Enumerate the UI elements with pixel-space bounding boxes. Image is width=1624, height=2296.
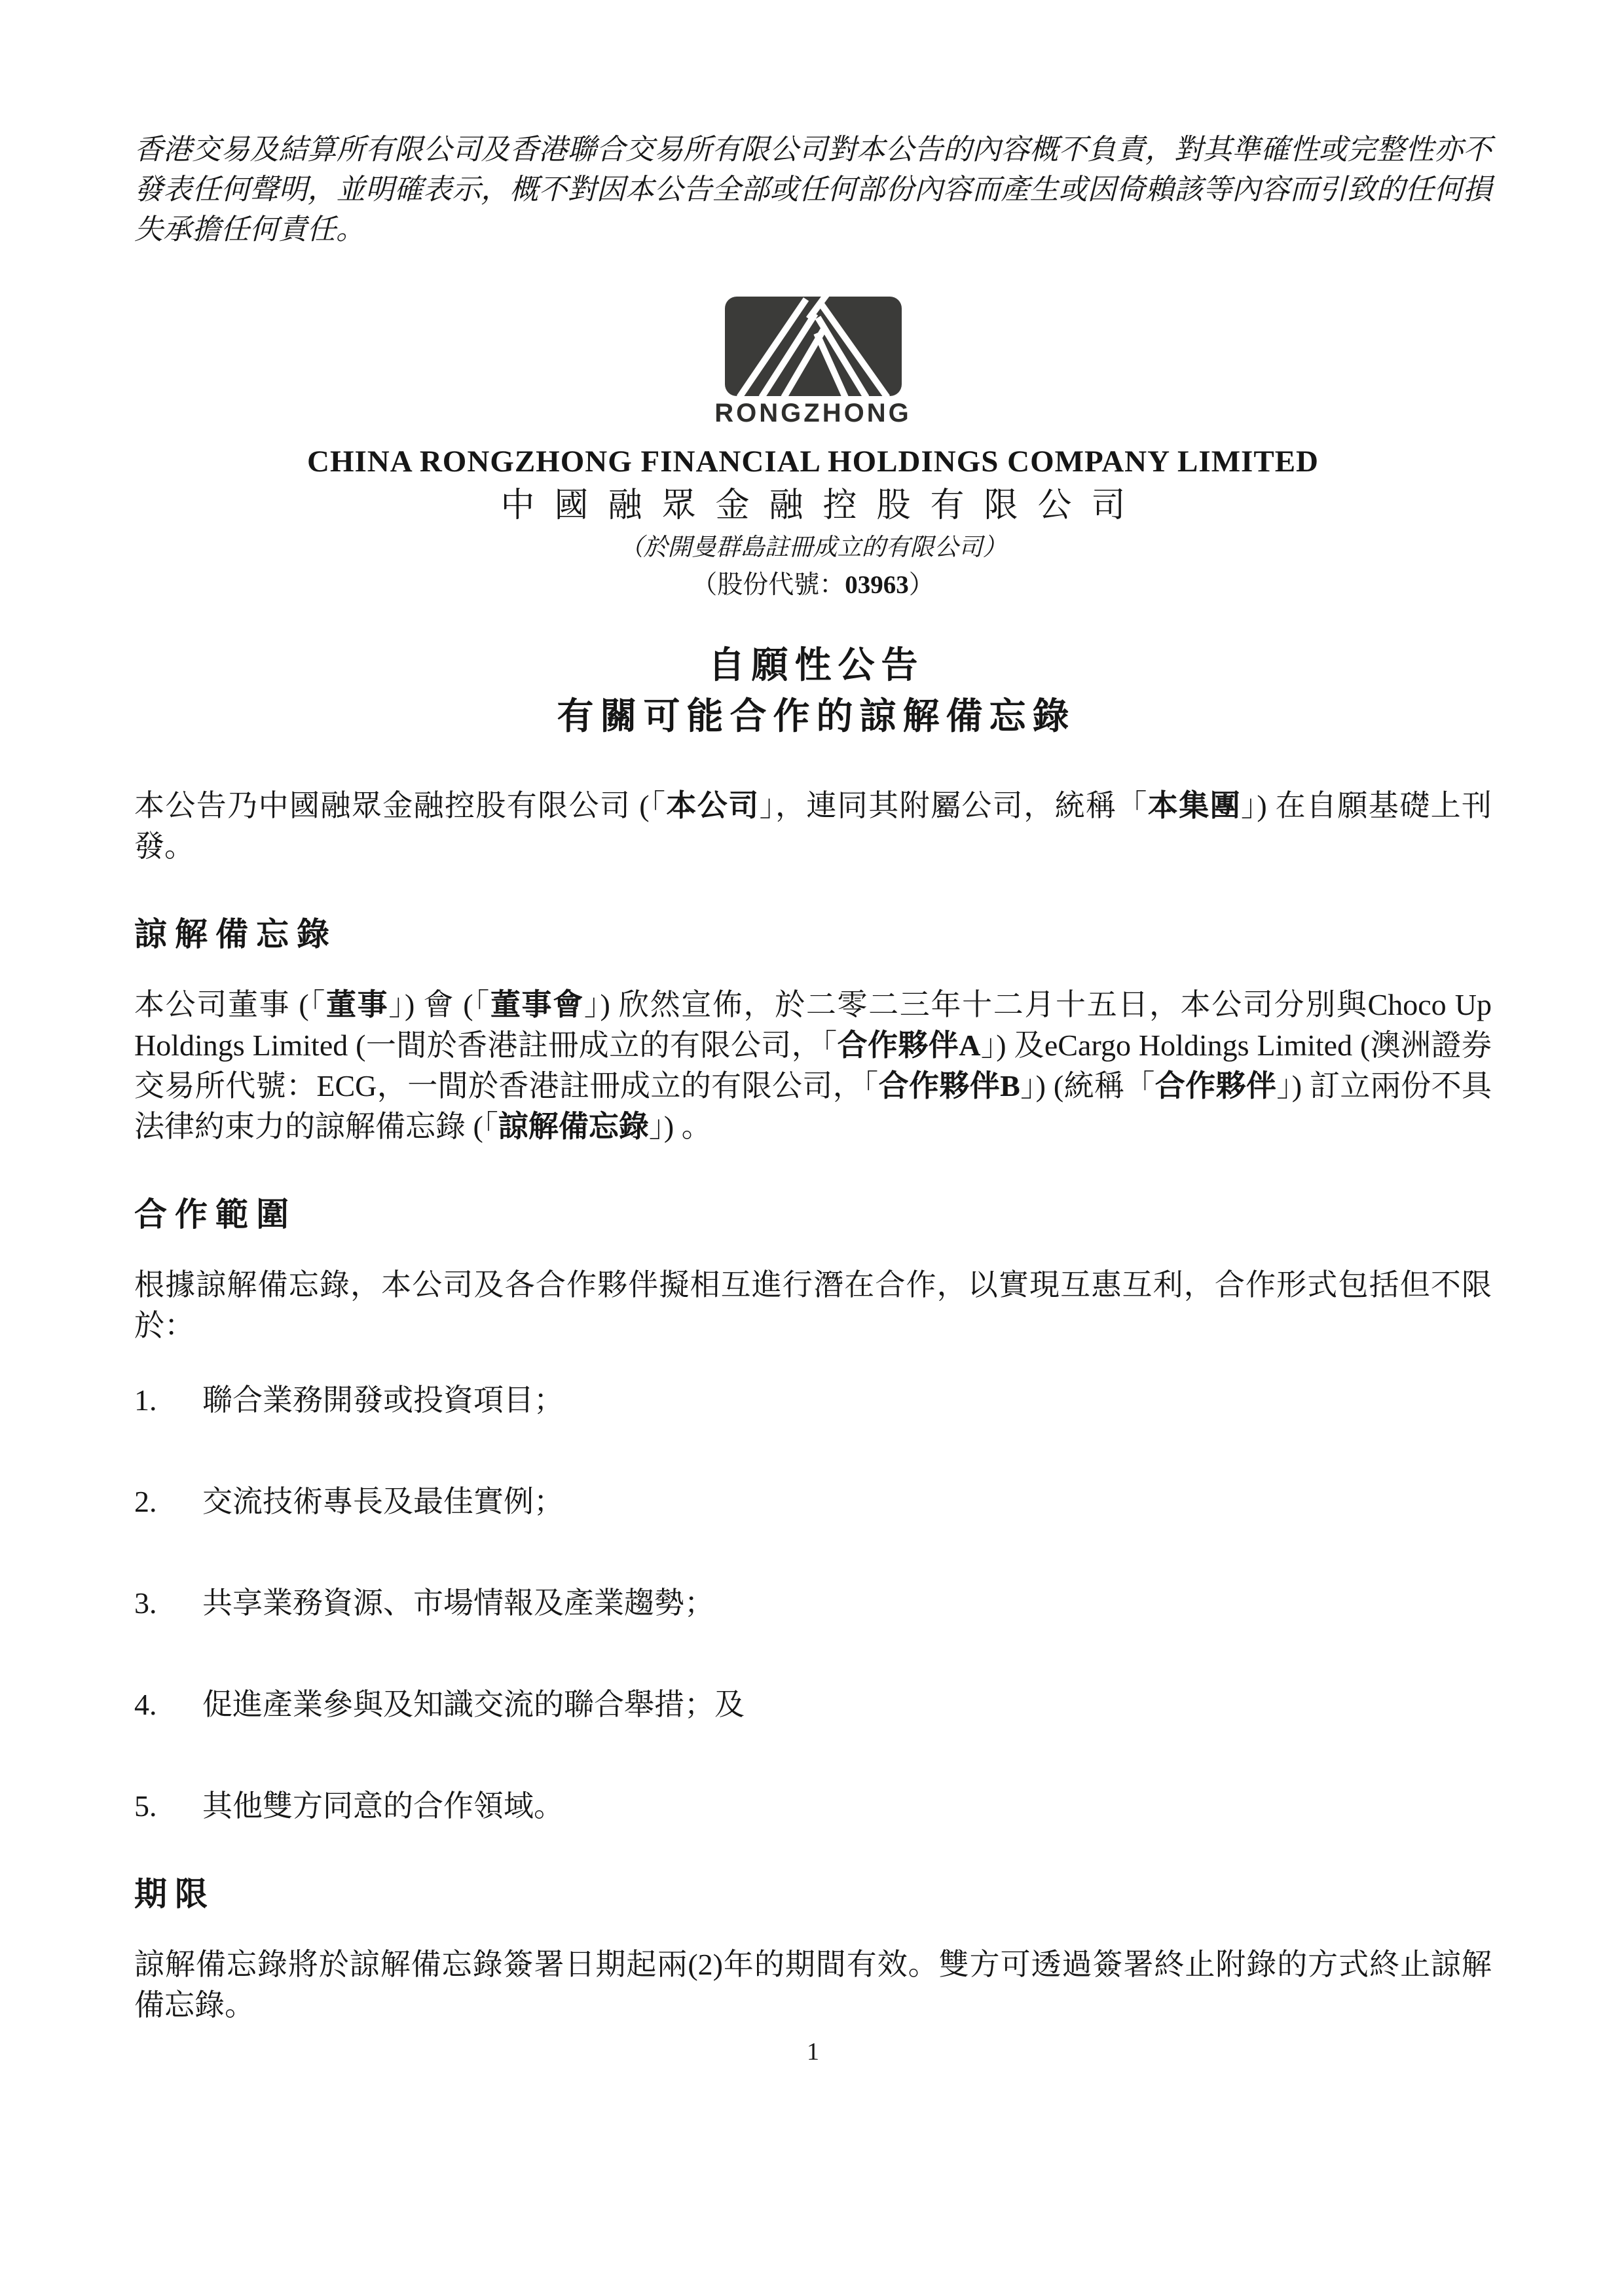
mou-paragraph: 本公司董事 (「董事」) 會 (「董事會」) 欣然宣佈，於二零二三年十二月十五日，本公司分別與Choco Up Holdings Limited (一間於香港註冊成立的有限公司，「合作夥伴A」) 及eCargo Holdings Limited (澳洲證券交易所代號：ECG，一間於香港註冊成立的有限公司，「合作夥伴B」) (統稱「合作夥伴」) 訂立兩份不具法律約束力的諒解備忘錄 (「諒解備忘錄」) 。 xyxy=(134,988,1492,1143)
list-item xyxy=(134,1685,1492,1725)
list-item-number: 4. xyxy=(134,1688,157,1721)
list-item-number: 2. xyxy=(134,1485,157,1518)
company-name-zh: 中國融眾金融控股有限公司 xyxy=(500,487,1145,524)
intro-paragraph: 本公告乃中國融眾金融控股有限公司 (「本公司」，連同其附屬公司，統稱「本集團」) 在自願基礎上刊發。 xyxy=(134,789,1492,863)
list-item xyxy=(134,1583,1492,1624)
logo-brand-text: RONGZHONG xyxy=(714,399,912,428)
incorporation-note: （於開曼群島註冊成立的有限公司） xyxy=(619,534,1007,561)
list-item-text: 其他雙方同意的合作領域。 xyxy=(202,1789,564,1823)
announcement-title-line2: 有關可能合作的諒解備忘錄 xyxy=(557,697,1076,737)
stock-code-prefix: （股份代號： xyxy=(692,571,845,599)
term-paragraph: 諒解備忘錄將於諒解備忘錄簽署日期起兩(2)年的期間有效。雙方可透過簽署終止附錄的方式終止諒解備忘錄。 xyxy=(134,1948,1492,2022)
list-item-number: 5. xyxy=(134,1789,157,1823)
page-number: 1 xyxy=(807,2038,819,2066)
list-item-text: 聯合業務開發或投資項目； xyxy=(202,1383,564,1417)
stock-code-line xyxy=(134,570,1492,601)
scope-paragraph: 根據諒解備忘錄，本公司及各合作夥伴擬相互進行潛在合作，以實現互惠互利，合作形式包括但不限於： xyxy=(134,1268,1492,1342)
announcement-title-line1: 自願性公告 xyxy=(708,646,925,686)
section-heading-scope: 合作範圍 xyxy=(134,1196,297,1233)
company-name-en: CHINA RONGZHONG FINANCIAL HOLDINGS COMPANY LIMITED xyxy=(307,445,1319,479)
list-item-text: 共享業務資源、市場情報及產業趨勢； xyxy=(202,1586,714,1620)
list-item xyxy=(134,1786,1492,1827)
cooperation-list xyxy=(134,1380,1492,1827)
section-heading-term: 期限 xyxy=(134,1876,215,1912)
list-item xyxy=(134,1380,1492,1421)
announcement-title xyxy=(134,640,1492,742)
company-masthead xyxy=(134,297,1492,601)
exchange-disclaimer: 香港交易及結算所有限公司及香港聯合交易所有限公司對本公告的內容概不負責，對其準確性或完整性亦不發表任何聲明，並明確表示，概不對因本公告全部或任何部份內容而產生或因倚賴該等內容而引致的任何損失承擔任何責任。 xyxy=(134,134,1492,246)
list-item-text: 促進產業參與及知識交流的聯合舉措；及 xyxy=(202,1688,745,1721)
rongzhong-logo-icon xyxy=(725,297,902,396)
list-item-number: 1. xyxy=(134,1383,157,1417)
list-item-number: 3. xyxy=(134,1586,157,1620)
stock-code-suffix: ） xyxy=(908,571,934,599)
list-item-text: 交流技術專長及最佳實例； xyxy=(202,1485,564,1518)
list-item xyxy=(134,1482,1492,1522)
section-heading-mou: 諒解備忘錄 xyxy=(134,916,337,953)
stock-code-value: 03963 xyxy=(845,571,909,599)
